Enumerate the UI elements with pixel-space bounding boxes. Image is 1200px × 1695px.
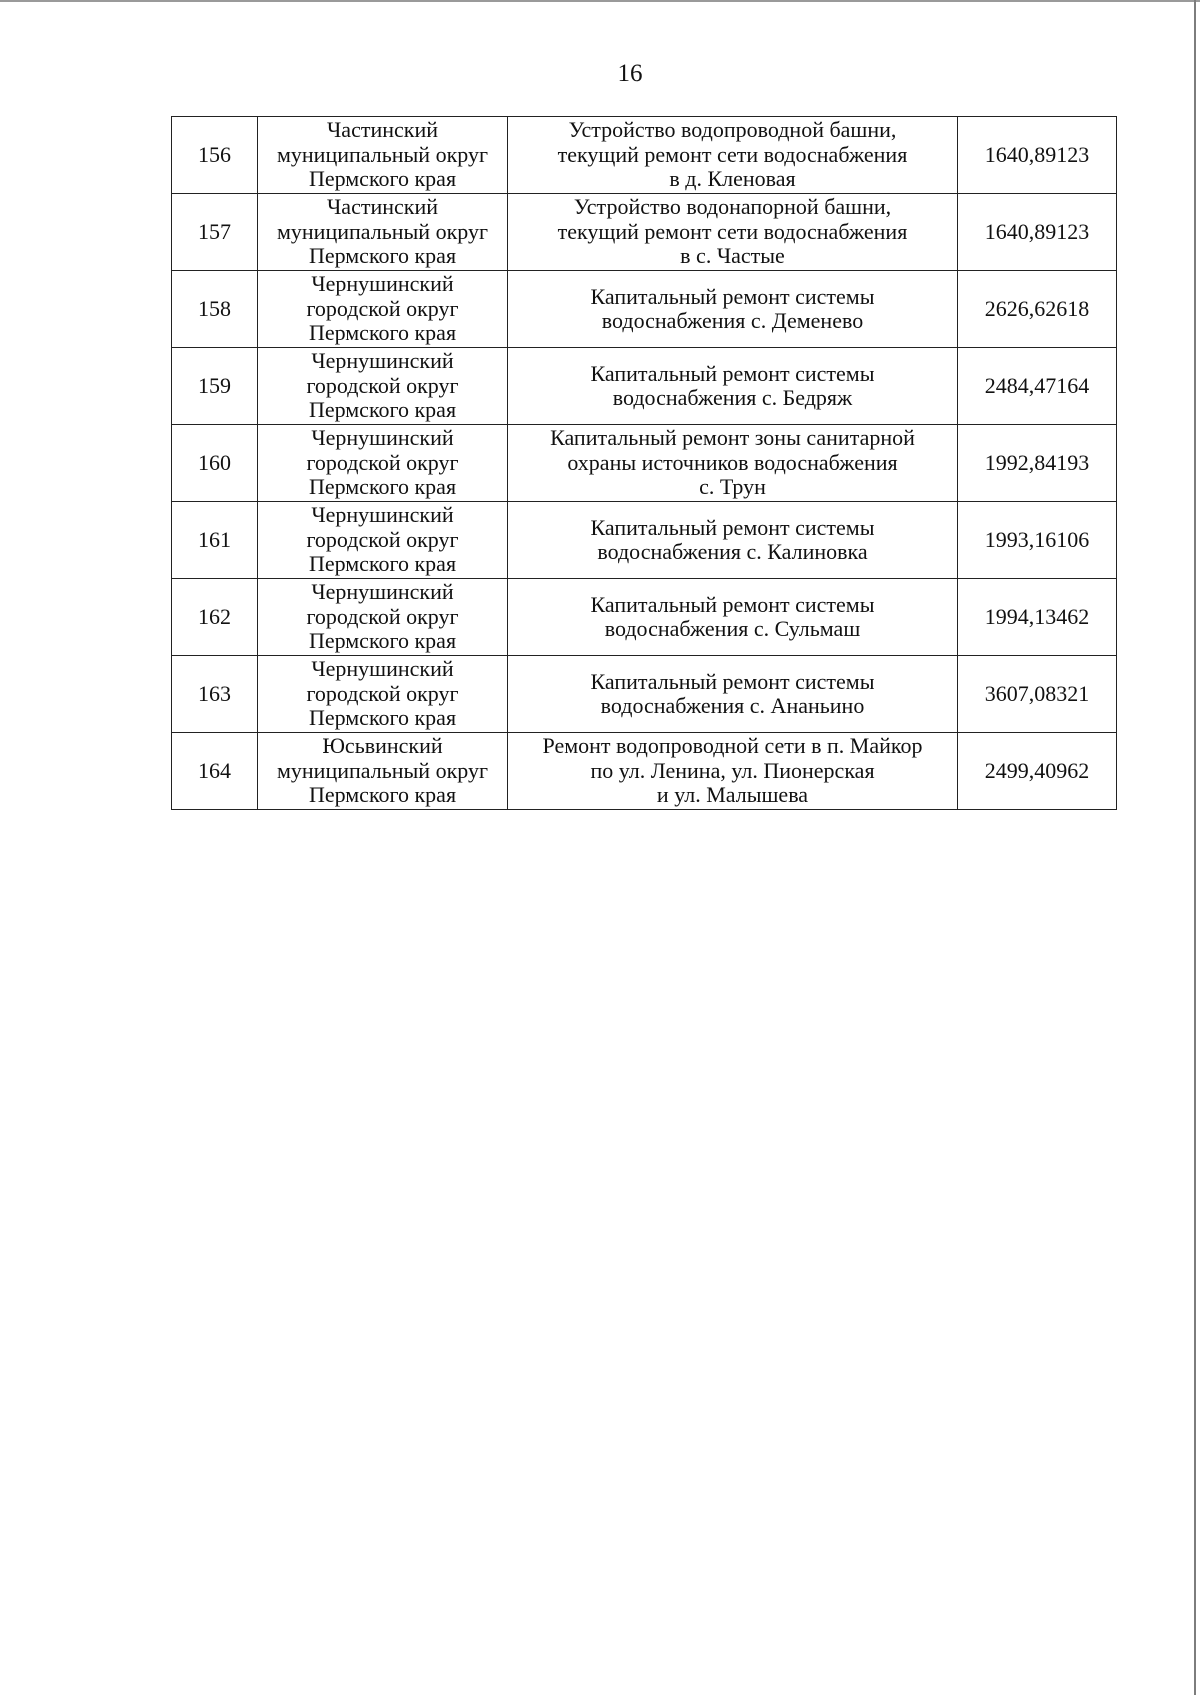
amount-cell: 2626,62618 (958, 271, 1117, 348)
row-number: 162 (172, 579, 258, 656)
table-row (172, 117, 1117, 194)
table-row (172, 502, 1117, 579)
amount-cell: 1992,84193 (958, 425, 1117, 502)
amount-cell: 1640,89123 (958, 117, 1117, 194)
amount-cell: 2484,47164 (958, 348, 1117, 425)
row-number: 160 (172, 425, 258, 502)
page-right-edge (1194, 0, 1196, 1695)
table-row (172, 425, 1117, 502)
municipality-cell: Частинский муниципальный округ Пермского края (258, 117, 508, 194)
work-description-cell: Капитальный ремонт зоны санитарной охраны источников водоснабжения с. Трун (508, 425, 958, 502)
funding-table (171, 116, 1117, 810)
work-description-cell: Капитальный ремонт системы водоснабжения с. Бедряж (508, 348, 958, 425)
municipality-cell: Юсьвинский муниципальный округ Пермского края (258, 733, 508, 810)
table-row (172, 194, 1117, 271)
page-top-edge (0, 0, 1200, 2)
table-row (172, 348, 1117, 425)
row-number: 156 (172, 117, 258, 194)
work-description-cell: Капитальный ремонт системы водоснабжения с. Ананьино (508, 656, 958, 733)
municipality-cell: Чернушинский городской округ Пермского края (258, 425, 508, 502)
amount-cell: 3607,08321 (958, 656, 1117, 733)
table-row (172, 733, 1117, 810)
row-number: 161 (172, 502, 258, 579)
row-number: 164 (172, 733, 258, 810)
amount-cell: 2499,40962 (958, 733, 1117, 810)
work-description-cell: Устройство водонапорной башни, текущий ремонт сети водоснабжения в с. Частые (508, 194, 958, 271)
municipality-cell: Чернушинский городской округ Пермского края (258, 271, 508, 348)
amount-cell: 1994,13462 (958, 579, 1117, 656)
amount-cell: 1993,16106 (958, 502, 1117, 579)
row-number: 163 (172, 656, 258, 733)
municipality-cell: Чернушинский городской округ Пермского края (258, 579, 508, 656)
work-description-cell: Устройство водопроводной башни, текущий ремонт сети водоснабжения в д. Кленовая (508, 117, 958, 194)
table-row (172, 656, 1117, 733)
page-number: 16 (617, 60, 643, 87)
row-number: 158 (172, 271, 258, 348)
table-row (172, 271, 1117, 348)
amount-cell: 1640,89123 (958, 194, 1117, 271)
work-description-cell: Капитальный ремонт системы водоснабжения с. Сульмаш (508, 579, 958, 656)
table-row (172, 579, 1117, 656)
row-number: 159 (172, 348, 258, 425)
municipality-cell: Чернушинский городской округ Пермского края (258, 502, 508, 579)
municipality-cell: Частинский муниципальный округ Пермского края (258, 194, 508, 271)
work-description-cell: Капитальный ремонт системы водоснабжения с. Деменево (508, 271, 958, 348)
municipality-cell: Чернушинский городской округ Пермского края (258, 656, 508, 733)
row-number: 157 (172, 194, 258, 271)
work-description-cell: Капитальный ремонт системы водоснабжения с. Калиновка (508, 502, 958, 579)
work-description-cell: Ремонт водопроводной сети в п. Майкор по ул. Ленина, ул. Пионерская и ул. Малышева (508, 733, 958, 810)
municipality-cell: Чернушинский городской округ Пермского края (258, 348, 508, 425)
